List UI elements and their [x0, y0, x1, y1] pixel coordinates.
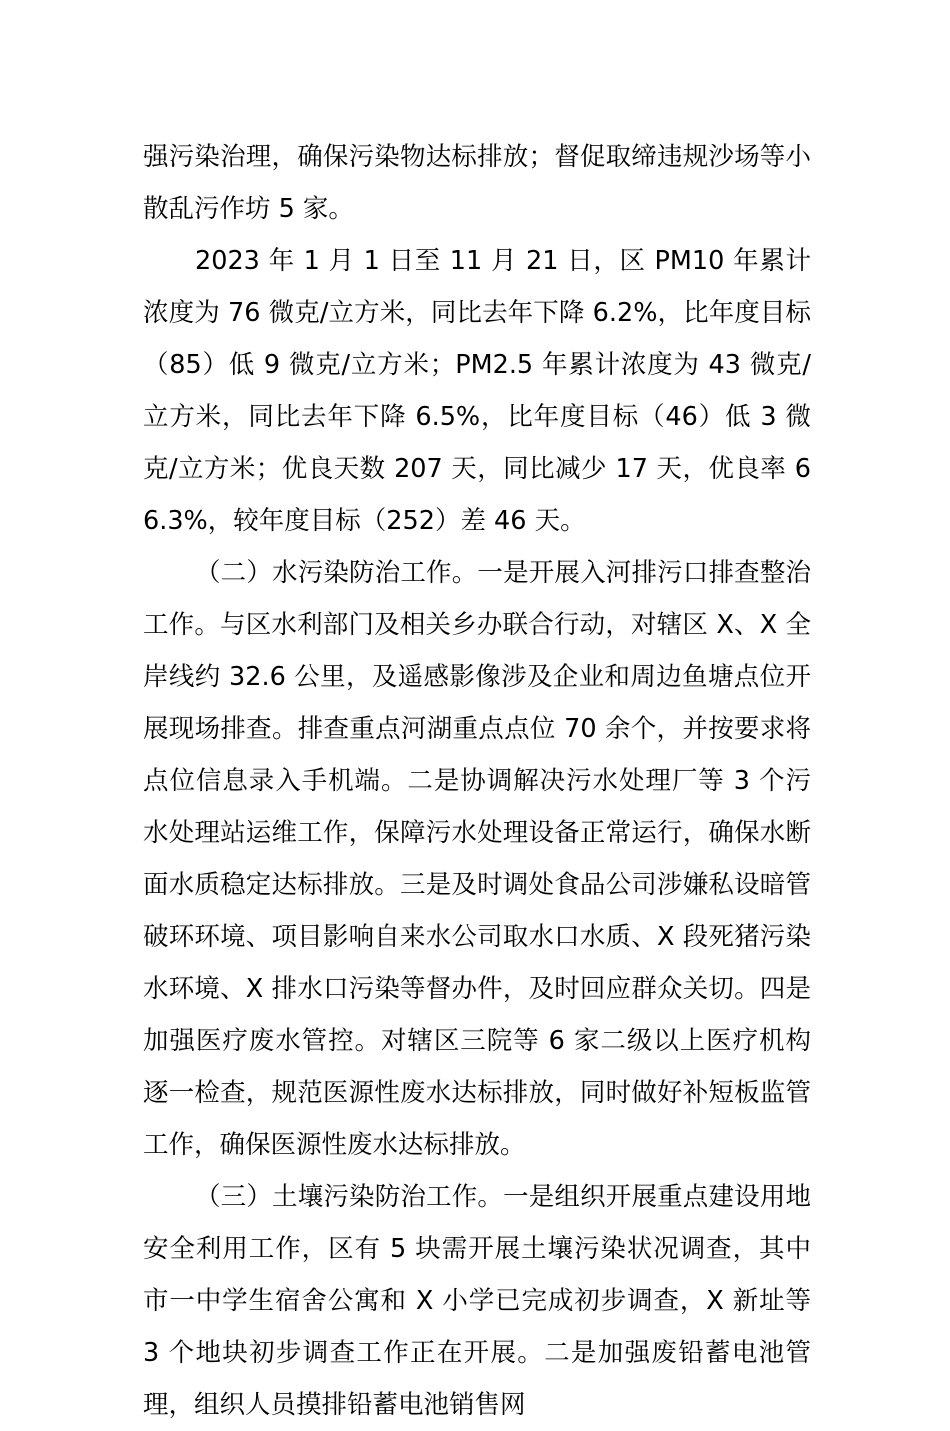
paragraph-air-quality-data: 2023 年 1 月 1 日至 11 月 21 日，区 PM10 年累计浓度为 76 微克/立方米，同比去年下降 6.2%，比年度目标（85）低 9 微克/立方米；PM2.5 年累计浓度为 43 微克/立方米，同比去年下降 6.5%，比年度目标（46）低 3 微克/立方米；优良天数 207 天，同比减少 17 天，优良率 66.3%，较年度目标（252）差 46 天。 [143, 246, 811, 536]
document-text-body [143, 131, 811, 1431]
paragraph-soil-pollution-prevention: （三）土壤污染防治工作。一是组织开展重点建设用地安全利用工作，区有 5 块需开展土壤污染状况调查，其中市一中学生宿舍公寓和 X 小学已完成初步调查，X 新址等 3 个地块初步调查工作正在开展。二是加强废铅蓄电池管理，组织人员摸排铅蓄电池销售网 [143, 1182, 811, 1420]
paragraph-air-pollution-continued: 强污染治理，确保污染物达标排放；督促取缔违规沙场等小散乱污作坊 5 家。 [143, 142, 811, 224]
paragraph-water-pollution-prevention: （二）水污染防治工作。一是开展入河排污口排查整治工作。与区水利部门及相关乡办联合行动，对辖区 X、X 全岸线约 32.6 公里，及遥感影像涉及企业和周边鱼塘点位开展现场排查。排查重点河湖重点点位 70 余个，并按要求将点位信息录入手机端。二是协调解决污水处理厂等 3 个污水处理站运维工作，保障污水处理设备正常运行，确保水断面水质稳定达标排放。三是及时调处食品公司涉嫌私设暗管破环环境、项目影响自来水公司取水口水质、X 段死猪污染水环境、X 排水口污染等督办件，及时回应群众关切。四是加强医疗废水管控。对辖区三院等 6 家二级以上医疗机构逐一检查，规范医源性废水达标排放，同时做好补短板监管工作，确保医源性废水达标排放。 [143, 558, 811, 1160]
